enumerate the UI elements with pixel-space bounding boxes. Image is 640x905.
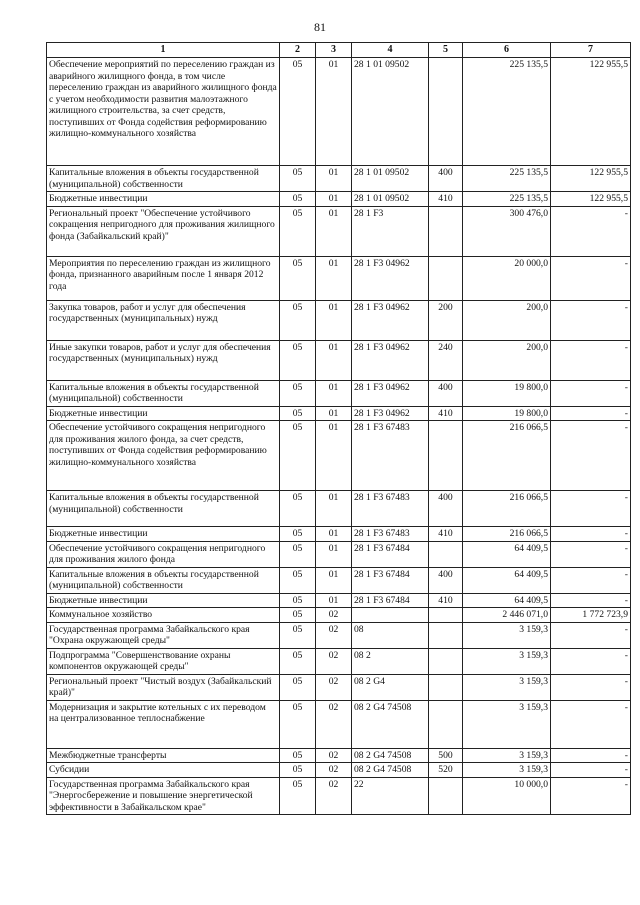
cell-subsection: 01 bbox=[316, 256, 352, 300]
cell-amount-2022: - bbox=[551, 622, 631, 648]
cell-amount-2022: - bbox=[551, 674, 631, 700]
cell-amount-2021: 3 159,3 bbox=[463, 763, 551, 778]
cell-target-item: 28 1 01 09502 bbox=[352, 166, 429, 192]
cell-expense-type: 400 bbox=[429, 567, 463, 593]
cell-subsection: 01 bbox=[316, 567, 352, 593]
cell-section: 05 bbox=[280, 567, 316, 593]
cell-expense-type: 500 bbox=[429, 748, 463, 763]
cell-name: Подпрограмма "Совершенствование охраны компонентов окружающей среды" bbox=[47, 648, 280, 674]
cell-amount-2022: - bbox=[551, 541, 631, 567]
cell-amount-2021: 216 066,5 bbox=[463, 421, 551, 491]
cell-amount-2022: 122 955,5 bbox=[551, 192, 631, 207]
cell-expense-type: 410 bbox=[429, 406, 463, 421]
cell-amount-2021: 3 159,3 bbox=[463, 674, 551, 700]
cell-amount-2021: 20 000,0 bbox=[463, 256, 551, 300]
cell-name: Капитальные вложения в объекты государственной (муниципальной) собственности bbox=[47, 166, 280, 192]
cell-subsection: 02 bbox=[316, 777, 352, 815]
cell-expense-type bbox=[429, 541, 463, 567]
column-header: 2 bbox=[280, 43, 316, 58]
cell-amount-2021: 3 159,3 bbox=[463, 748, 551, 763]
cell-section: 05 bbox=[280, 192, 316, 207]
cell-subsection: 01 bbox=[316, 491, 352, 527]
cell-target-item: 22 bbox=[352, 777, 429, 815]
cell-target-item: 28 1 F3 04962 bbox=[352, 406, 429, 421]
cell-amount-2022: - bbox=[551, 491, 631, 527]
cell-target-item: 28 1 F3 67484 bbox=[352, 593, 429, 608]
cell-expense-type bbox=[429, 700, 463, 748]
cell-target-item: 08 2 bbox=[352, 648, 429, 674]
cell-target-item: 08 bbox=[352, 622, 429, 648]
cell-amount-2021: 216 066,5 bbox=[463, 491, 551, 527]
table-row bbox=[47, 622, 631, 648]
cell-amount-2022: - bbox=[551, 748, 631, 763]
cell-amount-2022: - bbox=[551, 256, 631, 300]
cell-amount-2022: - bbox=[551, 763, 631, 778]
cell-name: Субсидии bbox=[47, 763, 280, 778]
cell-amount-2021: 300 476,0 bbox=[463, 206, 551, 256]
budget-table bbox=[46, 42, 631, 815]
cell-target-item: 28 1 F3 67483 bbox=[352, 491, 429, 527]
cell-amount-2021: 3 159,3 bbox=[463, 648, 551, 674]
cell-section: 05 bbox=[280, 593, 316, 608]
cell-expense-type bbox=[429, 421, 463, 491]
cell-name: Закупка товаров, работ и услуг для обеспечения государственных (муниципальных) нужд bbox=[47, 300, 280, 340]
cell-name: Бюджетные инвестиции bbox=[47, 192, 280, 207]
table-row bbox=[47, 648, 631, 674]
cell-expense-type: 410 bbox=[429, 527, 463, 542]
cell-target-item: 28 1 01 09502 bbox=[352, 192, 429, 207]
table-row bbox=[47, 593, 631, 608]
table-row bbox=[47, 608, 631, 623]
cell-amount-2022: 122 955,5 bbox=[551, 58, 631, 166]
table-row bbox=[47, 206, 631, 256]
cell-amount-2022: - bbox=[551, 421, 631, 491]
cell-subsection: 02 bbox=[316, 763, 352, 778]
cell-section: 05 bbox=[280, 406, 316, 421]
cell-expense-type bbox=[429, 674, 463, 700]
table-row bbox=[47, 256, 631, 300]
cell-subsection: 01 bbox=[316, 593, 352, 608]
table-row bbox=[47, 340, 631, 380]
cell-amount-2021: 225 135,5 bbox=[463, 166, 551, 192]
cell-expense-type bbox=[429, 622, 463, 648]
cell-section: 05 bbox=[280, 206, 316, 256]
table-row bbox=[47, 421, 631, 491]
cell-name: Обеспечение устойчивого сокращения непригодного для проживания жилого фонда bbox=[47, 541, 280, 567]
cell-name: Государственная программа Забайкальского края "Охрана окружающей среды" bbox=[47, 622, 280, 648]
cell-subsection: 01 bbox=[316, 421, 352, 491]
cell-name: Капитальные вложения в объекты государственной (муниципальной) собственности bbox=[47, 491, 280, 527]
cell-target-item: 28 1 F3 67484 bbox=[352, 541, 429, 567]
cell-expense-type bbox=[429, 608, 463, 623]
cell-subsection: 02 bbox=[316, 622, 352, 648]
table-header-row bbox=[47, 43, 631, 58]
column-header: 6 bbox=[463, 43, 551, 58]
cell-section: 05 bbox=[280, 491, 316, 527]
cell-amount-2021: 19 800,0 bbox=[463, 380, 551, 406]
cell-name: Капитальные вложения в объекты государственной (муниципальной) собственности bbox=[47, 567, 280, 593]
cell-target-item: 08 2 G4 74508 bbox=[352, 763, 429, 778]
cell-name: Региональный проект "Обеспечение устойчивого сокращения непригодного для проживания жилищного фонда (Забайкальский край)" bbox=[47, 206, 280, 256]
table-row bbox=[47, 763, 631, 778]
table-body bbox=[47, 58, 631, 815]
cell-amount-2021: 225 135,5 bbox=[463, 58, 551, 166]
table-row bbox=[47, 491, 631, 527]
cell-expense-type: 400 bbox=[429, 491, 463, 527]
cell-section: 05 bbox=[280, 166, 316, 192]
cell-section: 05 bbox=[280, 763, 316, 778]
cell-expense-type: 520 bbox=[429, 763, 463, 778]
cell-amount-2021: 216 066,5 bbox=[463, 527, 551, 542]
cell-name: Бюджетные инвестиции bbox=[47, 593, 280, 608]
cell-amount-2022: - bbox=[551, 380, 631, 406]
cell-expense-type: 400 bbox=[429, 380, 463, 406]
cell-name: Модернизация и закрытие котельных с их переводом на централизованное теплоснабжение bbox=[47, 700, 280, 748]
cell-amount-2021: 64 409,5 bbox=[463, 567, 551, 593]
cell-subsection: 01 bbox=[316, 380, 352, 406]
cell-subsection: 01 bbox=[316, 206, 352, 256]
cell-expense-type: 240 bbox=[429, 340, 463, 380]
table-row bbox=[47, 777, 631, 815]
cell-section: 05 bbox=[280, 648, 316, 674]
cell-section: 05 bbox=[280, 674, 316, 700]
cell-subsection: 01 bbox=[316, 541, 352, 567]
cell-subsection: 01 bbox=[316, 340, 352, 380]
cell-name: Капитальные вложения в объекты государственной (муниципальной) собственности bbox=[47, 380, 280, 406]
cell-target-item: 08 2 G4 74508 bbox=[352, 748, 429, 763]
cell-subsection: 02 bbox=[316, 648, 352, 674]
cell-section: 05 bbox=[280, 777, 316, 815]
cell-name: Мероприятия по переселению граждан из жилищного фонда, признанного аварийным после 1 января 2012 года bbox=[47, 256, 280, 300]
cell-target-item: 28 1 F3 67483 bbox=[352, 421, 429, 491]
cell-amount-2022: - bbox=[551, 527, 631, 542]
cell-target-item: 28 1 F3 04962 bbox=[352, 300, 429, 340]
cell-expense-type bbox=[429, 648, 463, 674]
cell-amount-2022: 122 955,5 bbox=[551, 166, 631, 192]
cell-subsection: 01 bbox=[316, 166, 352, 192]
cell-section: 05 bbox=[280, 608, 316, 623]
cell-name: Коммунальное хозяйство bbox=[47, 608, 280, 623]
cell-target-item: 28 1 F3 67484 bbox=[352, 567, 429, 593]
cell-amount-2021: 10 000,0 bbox=[463, 777, 551, 815]
cell-section: 05 bbox=[280, 748, 316, 763]
cell-name: Обеспечение устойчивого сокращения непригодного для проживания жилого фонда, за счет средств, поступивших от Фонда содействия реформированию жилищно-коммунального хозяйства bbox=[47, 421, 280, 491]
cell-subsection: 02 bbox=[316, 700, 352, 748]
cell-target-item: 08 2 G4 74508 bbox=[352, 700, 429, 748]
cell-target-item: 28 1 F3 67483 bbox=[352, 527, 429, 542]
cell-subsection: 01 bbox=[316, 527, 352, 542]
cell-subsection: 02 bbox=[316, 748, 352, 763]
cell-amount-2022: - bbox=[551, 700, 631, 748]
cell-section: 05 bbox=[280, 380, 316, 406]
cell-name: Государственная программа Забайкальского края "Энергосбережение и повышение энергетической эффективности в Забайкальском крае" bbox=[47, 777, 280, 815]
cell-target-item: 28 1 01 09502 bbox=[352, 58, 429, 166]
column-header: 1 bbox=[47, 43, 280, 58]
cell-name: Иные закупки товаров, работ и услуг для обеспечения государственных (муниципальных) нужд bbox=[47, 340, 280, 380]
cell-amount-2022: - bbox=[551, 777, 631, 815]
cell-name: Региональный проект "Чистый воздух (Забайкальский край)" bbox=[47, 674, 280, 700]
cell-amount-2022: - bbox=[551, 300, 631, 340]
cell-target-item: 28 1 F3 04962 bbox=[352, 380, 429, 406]
cell-section: 05 bbox=[280, 58, 316, 166]
cell-expense-type bbox=[429, 777, 463, 815]
cell-expense-type: 410 bbox=[429, 192, 463, 207]
page-number: 81 bbox=[314, 20, 326, 34]
table-row bbox=[47, 700, 631, 748]
cell-section: 05 bbox=[280, 421, 316, 491]
table-row bbox=[47, 300, 631, 340]
table-row bbox=[47, 406, 631, 421]
cell-subsection: 01 bbox=[316, 406, 352, 421]
cell-amount-2022: - bbox=[551, 593, 631, 608]
cell-target-item: 28 1 F3 bbox=[352, 206, 429, 256]
cell-amount-2021: 3 159,3 bbox=[463, 700, 551, 748]
cell-name: Бюджетные инвестиции bbox=[47, 527, 280, 542]
cell-name: Межбюджетные трансферты bbox=[47, 748, 280, 763]
table-row bbox=[47, 380, 631, 406]
cell-amount-2021: 200,0 bbox=[463, 300, 551, 340]
cell-amount-2021: 200,0 bbox=[463, 340, 551, 380]
cell-section: 05 bbox=[280, 256, 316, 300]
table-row bbox=[47, 527, 631, 542]
cell-amount-2022: - bbox=[551, 648, 631, 674]
column-header: 3 bbox=[316, 43, 352, 58]
cell-amount-2021: 19 800,0 bbox=[463, 406, 551, 421]
cell-subsection: 01 bbox=[316, 192, 352, 207]
cell-expense-type: 410 bbox=[429, 593, 463, 608]
column-header: 4 bbox=[352, 43, 429, 58]
cell-expense-type bbox=[429, 256, 463, 300]
cell-section: 05 bbox=[280, 622, 316, 648]
cell-amount-2022: - bbox=[551, 406, 631, 421]
cell-amount-2021: 3 159,3 bbox=[463, 622, 551, 648]
table-row bbox=[47, 192, 631, 207]
cell-expense-type: 400 bbox=[429, 166, 463, 192]
cell-section: 05 bbox=[280, 527, 316, 542]
cell-target-item: 28 1 F3 04962 bbox=[352, 340, 429, 380]
cell-section: 05 bbox=[280, 340, 316, 380]
cell-amount-2021: 2 446 071,0 bbox=[463, 608, 551, 623]
table-row bbox=[47, 166, 631, 192]
cell-amount-2022: - bbox=[551, 206, 631, 256]
table-row bbox=[47, 541, 631, 567]
cell-section: 05 bbox=[280, 541, 316, 567]
cell-amount-2022: - bbox=[551, 340, 631, 380]
table-row bbox=[47, 58, 631, 166]
cell-name: Обеспечение мероприятий по переселению граждан из аварийного жилищного фонда, в том числе переселению граждан из аварийного жилищного фонда с учетом необходимости развития малоэтажного жилищного строительства, за счет средств, поступивших от Фонда содействия реформированию жилищно-коммунального хозяйства bbox=[47, 58, 280, 166]
cell-expense-type: 200 bbox=[429, 300, 463, 340]
column-header: 5 bbox=[429, 43, 463, 58]
cell-target-item bbox=[352, 608, 429, 623]
cell-target-item: 08 2 G4 bbox=[352, 674, 429, 700]
cell-expense-type bbox=[429, 58, 463, 166]
table-row bbox=[47, 567, 631, 593]
cell-amount-2022: - bbox=[551, 567, 631, 593]
cell-subsection: 02 bbox=[316, 674, 352, 700]
cell-amount-2021: 225 135,5 bbox=[463, 192, 551, 207]
cell-amount-2021: 64 409,5 bbox=[463, 541, 551, 567]
cell-subsection: 01 bbox=[316, 300, 352, 340]
cell-section: 05 bbox=[280, 700, 316, 748]
table-row bbox=[47, 674, 631, 700]
cell-section: 05 bbox=[280, 300, 316, 340]
table-row bbox=[47, 748, 631, 763]
cell-amount-2021: 64 409,5 bbox=[463, 593, 551, 608]
column-header: 7 bbox=[551, 43, 631, 58]
cell-target-item: 28 1 F3 04962 bbox=[352, 256, 429, 300]
cell-expense-type bbox=[429, 206, 463, 256]
cell-subsection: 01 bbox=[316, 58, 352, 166]
cell-amount-2022: 1 772 723,9 bbox=[551, 608, 631, 623]
cell-name: Бюджетные инвестиции bbox=[47, 406, 280, 421]
cell-subsection: 02 bbox=[316, 608, 352, 623]
